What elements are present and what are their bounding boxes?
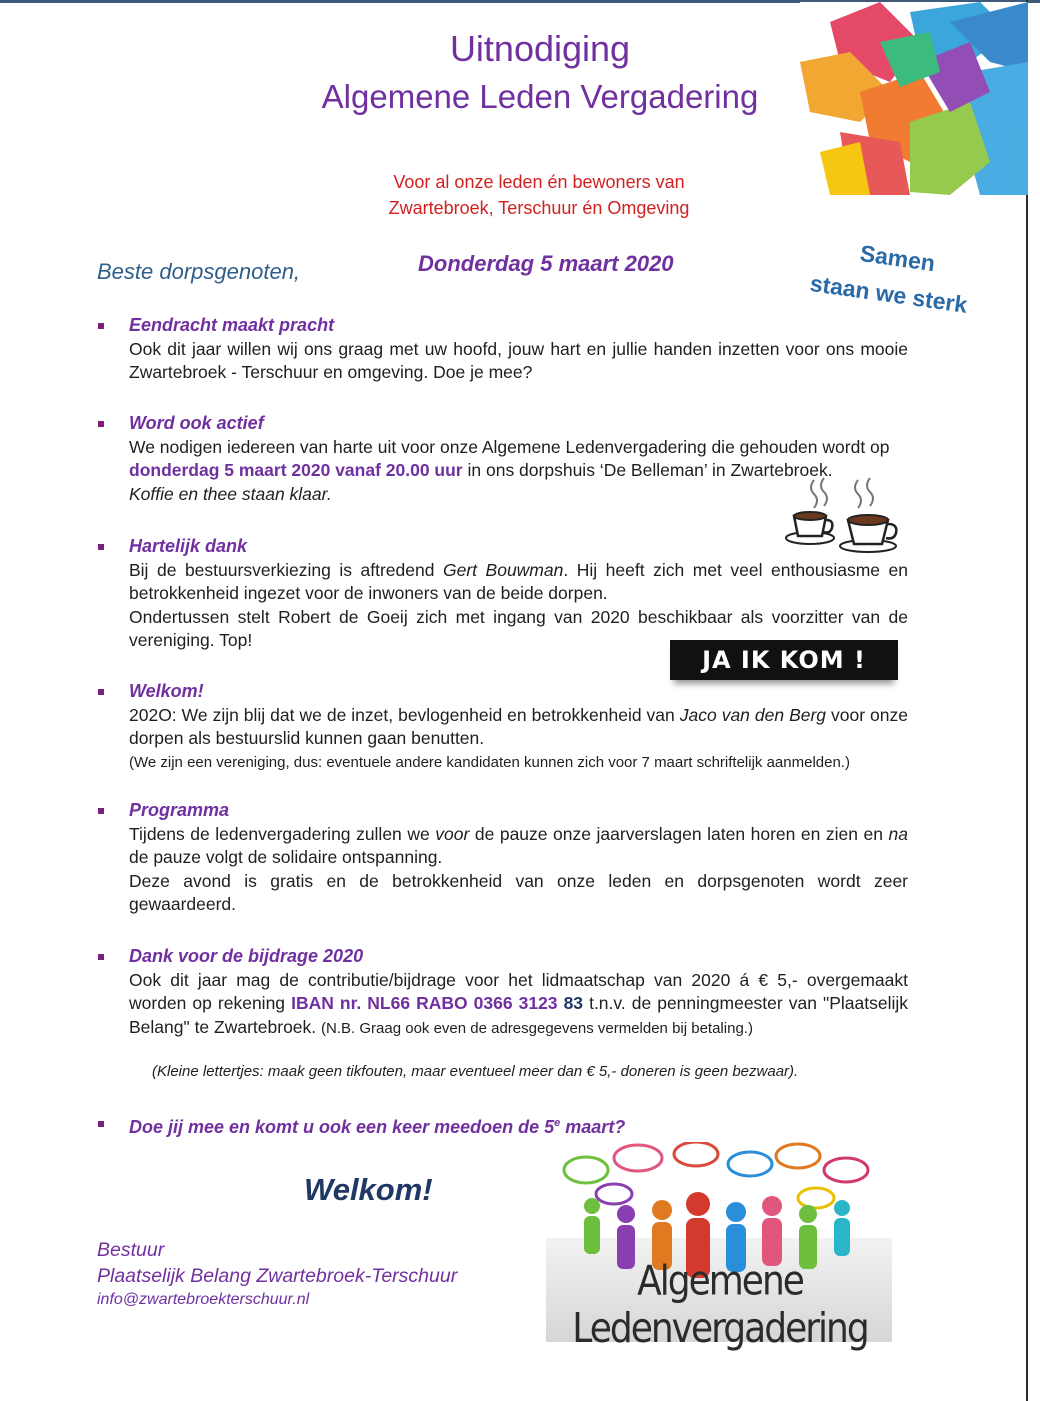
person-name: Gert Bouwman — [442, 559, 564, 580]
bullet — [98, 1121, 104, 1127]
section-hartelijk-dank — [98, 535, 908, 653]
meeting-date: Donderdag 5 maart 2020 — [418, 251, 674, 276]
question-text-end: maart? — [560, 1117, 626, 1137]
welcome-text: 202O: We zijn blij dat we de inzet, bevlogenheid en betrokkenheid van — [129, 704, 675, 725]
section-heading: Welkom! — [129, 681, 204, 701]
bullet — [98, 689, 104, 695]
candidates-note: (We zijn een vereniging, dus: eventuele andere kandidaten kunnen zich voor 7 maart schriftelijk aanmelden.) — [129, 753, 850, 771]
chairman-text: Ondertussen stelt Robert de Goeij zich met ingang van 2020 beschikbaar als voorzitter van de vereniging. Top! — [129, 606, 908, 650]
farewell-text: Bij de bestuursverkiezing is aftredend — [129, 559, 435, 580]
section-heading: Word ook actief — [129, 413, 264, 433]
page-subtitle: Algemene Leden Vergadering — [321, 78, 759, 115]
audience-line-2: Zwartebroek, Terschuur én Omgeving — [388, 198, 690, 218]
section-text — [98, 559, 908, 653]
program-text: de pauze onze jaarverslagen laten horen en zien en — [474, 823, 883, 844]
ordinal-sup: e — [554, 1117, 561, 1129]
section-heading: Hartelijk dank — [129, 536, 248, 556]
section-bijdrage — [98, 945, 908, 1040]
contact-email[interactable]: info@zwartebroekterschuur.nl — [97, 1291, 310, 1308]
program-text: de pauze volgt de solidaire ontspanning. — [129, 847, 443, 867]
section-doe-mee — [98, 1112, 908, 1140]
bullet — [98, 421, 104, 427]
motto-line-2: staan we sterk — [808, 270, 969, 318]
question-text: Doe jij mee en komt u ook een keer meedoen de 5 — [129, 1117, 555, 1137]
bullet — [98, 323, 104, 329]
section-text — [98, 823, 908, 917]
section-text — [98, 704, 908, 751]
contribution-text: Ook dit jaar mag de contributie/bijdrage voor het lidmaatschap van 2020 á € 5,- overgemaakt worden op rekening — [129, 969, 908, 1013]
small-print-note: (Kleine lettertjes: maak geen tikfouten, maar eventueel meer dan € 5,- doneren is geen bezwaar). — [152, 1063, 799, 1080]
bullet — [98, 808, 104, 814]
ja-ik-kom-button[interactable]: JA IK KOM ! — [670, 640, 898, 680]
address-note: (N.B. Graag ook even de adresgegevens vermelden bij betaling.) — [321, 1019, 753, 1037]
invite-text: We nodigen iedereen van harte uit voor onze Algemene Ledenvergadering die gehouden wordt op — [129, 436, 890, 457]
section-welkom — [98, 680, 908, 774]
signature-bestuur: Bestuur — [97, 1239, 165, 1261]
bullet — [98, 544, 104, 550]
coffee-note: Koffie en thee staan klaar. — [129, 483, 332, 504]
signature-organisation: Plaatselijk Belang Zwartebroek-Terschuur — [97, 1265, 458, 1287]
section-heading: Eendracht maakt pracht — [129, 315, 335, 335]
motto-line-1: Samen — [858, 240, 937, 277]
section-programma — [98, 799, 908, 917]
welkom-heading: Welkom! — [304, 1172, 433, 1207]
program-text: Tijdens de ledenvergadering zullen we — [129, 823, 430, 844]
program-em: na — [888, 823, 909, 844]
section-text — [98, 969, 908, 1041]
welcome-text-end: voor onze dorpen als bestuurslid kunnen gaan benutten. — [129, 704, 908, 748]
section-eendracht — [98, 314, 908, 385]
section-heading: Programma — [129, 800, 230, 820]
greeting: Beste dorpsgenoten, — [97, 259, 301, 284]
program-em: voor — [435, 823, 470, 844]
page-title: Uitnodiging — [449, 28, 631, 69]
contribution-text-end: t.n.v. de penningmeester van "Plaatselijk Belang" te Zwartebroek. — [129, 993, 908, 1037]
section-heading: Dank voor de bijdrage 2020 — [129, 946, 364, 966]
person-name: Jaco van den Berg — [679, 704, 827, 725]
meeting-datetime: donderdag 5 maart 2020 vanaf 20.00 uur — [129, 460, 463, 480]
free-evening-text: Deze avond is gratis en de betrokkenheid van onze leden en dorpsgenoten wordt zeer gewaardeerd. — [129, 870, 908, 914]
bullet — [98, 954, 104, 960]
farewell-text-end: . Hij heeft zich met veel enthousiasme en betrokkenheid ingezet voor de inwoners van de beide dorpen. — [129, 559, 908, 603]
iban-number: IBAN nr. NL66 RABO 0366 3123 — [291, 993, 558, 1013]
audience-line-1: Voor al onze leden én bewoners van — [393, 172, 685, 192]
section-text: Ook dit jaar willen wij ons graag met uw hoofd, jouw hart en jullie handen inzetten voor ons mooie Zwartebroek - Terschuur en omgeving. Doe je mee? — [129, 338, 908, 382]
section-heading — [98, 1112, 908, 1140]
logo-text: Algemene Ledenvergadering — [572, 1257, 868, 1353]
iban-number-end: 83 — [563, 993, 584, 1013]
venue-text: in ons dorpshuis ‘De Belleman’ in Zwartebroek. — [467, 460, 833, 480]
